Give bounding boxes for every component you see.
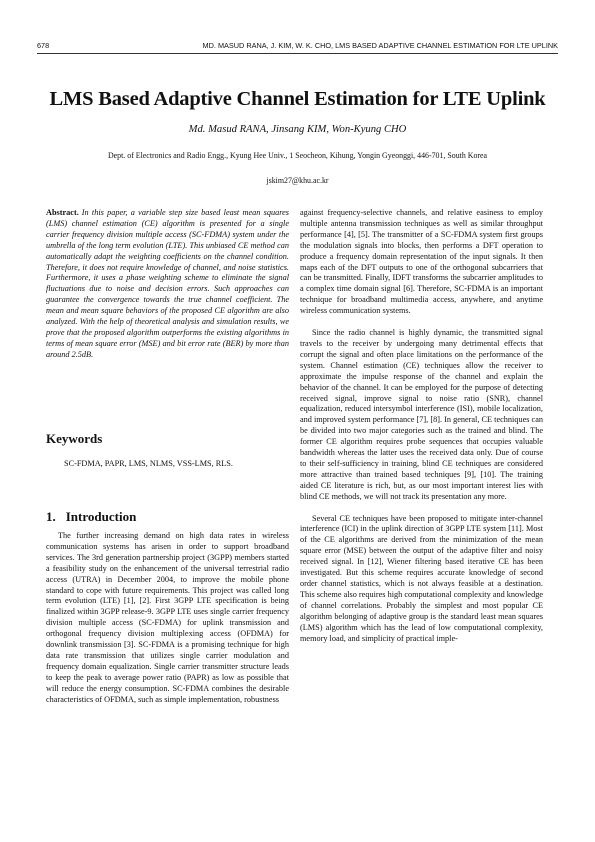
running-title: MD. MASUD RANA, J. KIM, W. K. CHO, LMS BASED ADAPTIVE CHANNEL ESTIMATION FOR LTE UPLINK (202, 41, 558, 50)
section-title: Introduction (65, 509, 137, 524)
keywords-heading: Keywords (46, 431, 103, 446)
running-header (37, 41, 558, 54)
page-number: 678 (37, 41, 50, 50)
affiliation: Dept. of Electronics and Radio Engg., Kyung Hee Univ., 1 Seocheon, Kihung, Yongin Gyeonggi, 446-701, South Korea (107, 151, 488, 160)
intro-paragraph-1: The further increasing demand on high data rates in wireless communication systems has arisen in order to support broadband services. The 3rd generation partnership project (3GPP) members started a feasibility study on the enhancement of the universal terrestrial radio access (UTRA) in December 2004, to improve the mobile phone standard to cope with future requirements. This project was called long term evolution (LTE) [1], [2]. First 3GPP LTE specification is being finalized within 3GPP release-9. 3GPP LTE uses single carrier frequency division multiple access (SC-FDMA) for uplink transmission and orthogonal frequency division multiplexing access (OFDMA) for downlink transmission [3]. SC-FDMA is a promising technique for high data rate transmission that utilizes single carrier modulation and frequency domain equalization. Single carrier transmitter structure leads to keep the peak to average power ratio (PAPR) as low as possible that will reduce the energy consumption. SC-FDMA combines the desirable characteristics of OFDMA, such as simple implementation, robustness (46, 531, 289, 704)
introduction-left-column (46, 531, 289, 706)
abstract (46, 208, 289, 361)
paper-title: LMS Based Adaptive Channel Estimation for LTE Uplink (49, 88, 546, 110)
authors: Md. Masud RANA, Jinsang KIM, Won-Kyung CHO (188, 124, 407, 135)
abstract-text: In this paper, a variable step size based least mean squares (LMS) channel estimation (CE) algorithm is presented for a single carrier frequency division multiple access (SC-FDMA) system under the umbrella of the long term evolution (LTE). This unbiased CE method can automatically adapt the weighting coefficients on the channel condition. Therefore, it does not require knowledge of channel, and noise statistics. Furthermore, it uses a phase weighting scheme to eliminate the signal fluctuations due to noise and decision errors. Such approaches can guarantee the convergence towards the true channel coefficient. The mean and mean square behaviors of the proposed CE algorithm are also analyzed. With the help of theoretical analysis and simulation results, we prove that the proposed algorithm outperforms the existing algorithms in terms of mean square error (MSE) and bit error rate (BER) by more than around 2.5dB. (46, 208, 289, 359)
section-number: 1. (46, 509, 56, 524)
keywords-text: SC-FDMA, PAPR, LMS, NLMS, VSS-LMS, RLS. (64, 459, 233, 468)
section-heading-introduction (46, 509, 136, 525)
abstract-label: Abstract. (46, 208, 79, 217)
email: jskim27@khu.ac.kr (266, 176, 329, 185)
right-paragraph-2: Since the radio channel is highly dynamic, the transmitted signal travels to the receiver by undergoing many detrimental effects that corrupt the signal and often place limitations on the performance of the system. Channel estimation (CE) techniques allow the receiver to approximate the impulse response of the channel and explain the behavior of the channel. It can be employed for the purpose of detecting received signal, improve signal to noise ratio (SNR), channel equalization, reduced intersymbol interference (ISI), mobile localization, and improved system performance [7], [8]. In general, CE techniques can be divided into two major categories such as the trained and blind. The former CE algorithm requires probe sequences that occupies valuable bandwidth whereas the latter uses the received data only. Due of course to their self-sufficiency in training, blind CE techniques are considered more attractive than trained based techniques [9], [10]. The training aided CE literature is rich, but, as our most important interest lies with blind CE methods, we will not track its presentation any more. (300, 328, 543, 501)
right-column (300, 208, 543, 644)
right-paragraph-1: against frequency-selective channels, and relative easiness to employ multiple antenna transmission techniques as well as similar throughput performance [4], [5]. The transmitter of a SC-FDMA system first groups the modulation signals into blocks, then performs a DFT operation to produce a frequency domain representation of the input signals. It then maps each of the DFT outputs to one of the orthogonal subcarriers that can be transmitted. Finally, IDFT transforms the subcarrier amplitudes to a complex time domain signal [6]. Therefore, SC-FDMA is an important technique for broadband multimedia access, anywhere, and anytime wireless communication systems. (300, 208, 543, 316)
right-paragraph-3: Several CE techniques have been proposed to mitigate inter-channel interference (ICI) in the uplink direction of 3GPP LTE system [11]. Most of the CE algorithms are derived from the minimization of the mean square error (MSE) between the output of the adaptive filter and noisy received signal. In [12], Wiener filtering based iterative CE has been investigated. But this scheme requires accurate knowledge of second order channel statistics, which is not always feasible at a destination. This scheme also requires high computational complexity and knowledge of channel correlations. Probably the simplest and most popular CE algorithm belonging of adaptive group is the standard least mean squares (LMS) algorithm which has the lead of low computational complexity, memory load, and simplicity of practical imple- (300, 513, 543, 643)
